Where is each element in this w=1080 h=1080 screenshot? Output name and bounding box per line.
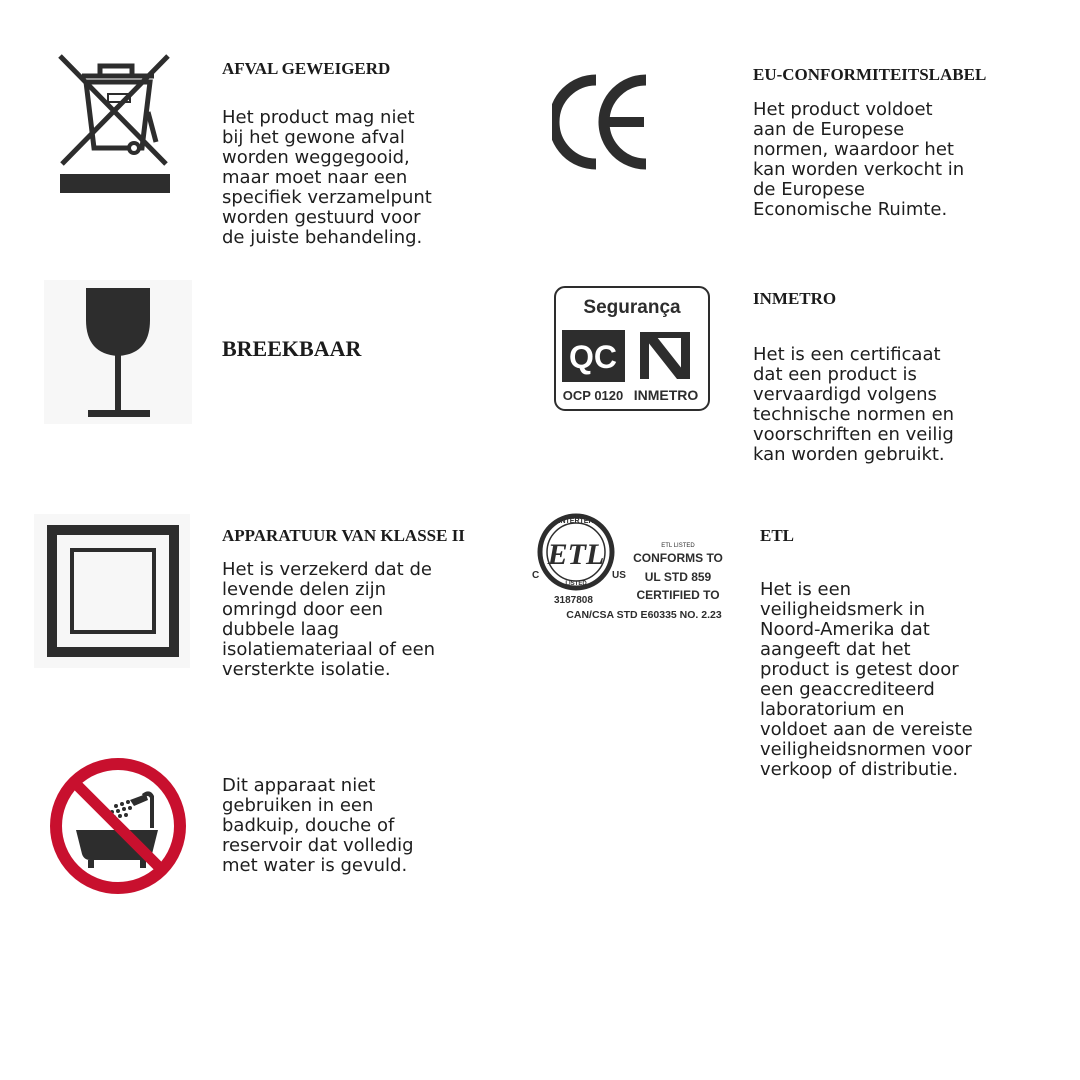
etl-c: C bbox=[532, 570, 540, 581]
item-description: Het is een veiligheidsmerk in Noord-Amerika dat aangeeft dat het product is getest door een geaccrediteerd laboratorium en voldoet aan de vereiste veiligheidsnormen voor verkoop of distributie. bbox=[760, 579, 973, 780]
etl-line1: CONFORMS TO bbox=[633, 551, 723, 565]
inmetro-seal-icon bbox=[554, 286, 711, 412]
seal-qc: QC bbox=[569, 339, 617, 375]
etl-us: US bbox=[612, 570, 626, 581]
fragile-glass-icon bbox=[44, 280, 192, 424]
seal-brand: INMETRO bbox=[633, 387, 699, 403]
etl-listed-mark-icon bbox=[528, 510, 738, 626]
item-title: AFVAL GEWEIGERD bbox=[222, 59, 391, 78]
etl-small-label: ETL LISTED bbox=[661, 543, 695, 549]
etl-number: 3187808 bbox=[554, 595, 593, 606]
etl-listed: LISTED bbox=[565, 581, 587, 587]
etl-logo: ETL bbox=[547, 538, 605, 571]
item-description: Het is verzekerd dat de levende delen zijn omringd door een dubbele laag isolatiemateriaal of een versterkte isolatie. bbox=[222, 559, 436, 680]
item-title: INMETRO bbox=[753, 289, 837, 308]
item-description: Het product voldoet aan de Europese normen, waardoor het kan worden verkocht in de Europese Economische Ruimte. bbox=[753, 99, 965, 220]
etl-intertek: INTERTEK bbox=[558, 518, 594, 525]
etl-line4: CAN/CSA STD E60335 NO. 2.23 bbox=[566, 609, 722, 621]
item-title: BREEKBAAR bbox=[222, 336, 362, 361]
item-title: APPARATUUR VAN KLASSE II bbox=[222, 526, 465, 545]
etl-line2: UL STD 859 bbox=[644, 570, 712, 584]
item-title: EU-CONFORMITEITSLABEL bbox=[753, 65, 987, 84]
class-ii-double-square-icon bbox=[34, 514, 190, 668]
seal-code: OCP 0120 bbox=[562, 388, 624, 403]
ce-mark-icon bbox=[552, 74, 652, 170]
seal-heading: Segurança bbox=[583, 297, 681, 318]
no-bathtub-prohibition-icon bbox=[46, 754, 190, 898]
crossed-out-wheelie-bin-icon bbox=[56, 52, 174, 197]
item-description: Het is een certificaat dat een product is vervaardigd volgens technische normen en voorschriften en veilig kan worden gebruikt. bbox=[753, 344, 955, 465]
etl-line3: CERTIFIED TO bbox=[636, 588, 720, 602]
item-description: Het product mag niet bij het gewone afval worden weggegooid, maar moet naar een specifiek verzamelpunt worden gestuurd voor de juiste behandeling. bbox=[222, 107, 432, 248]
item-description: Dit apparaat niet gebruiken in een badkuip, douche of reservoir dat volledig met water is gevuld. bbox=[222, 775, 414, 876]
item-title: ETL bbox=[760, 526, 795, 545]
